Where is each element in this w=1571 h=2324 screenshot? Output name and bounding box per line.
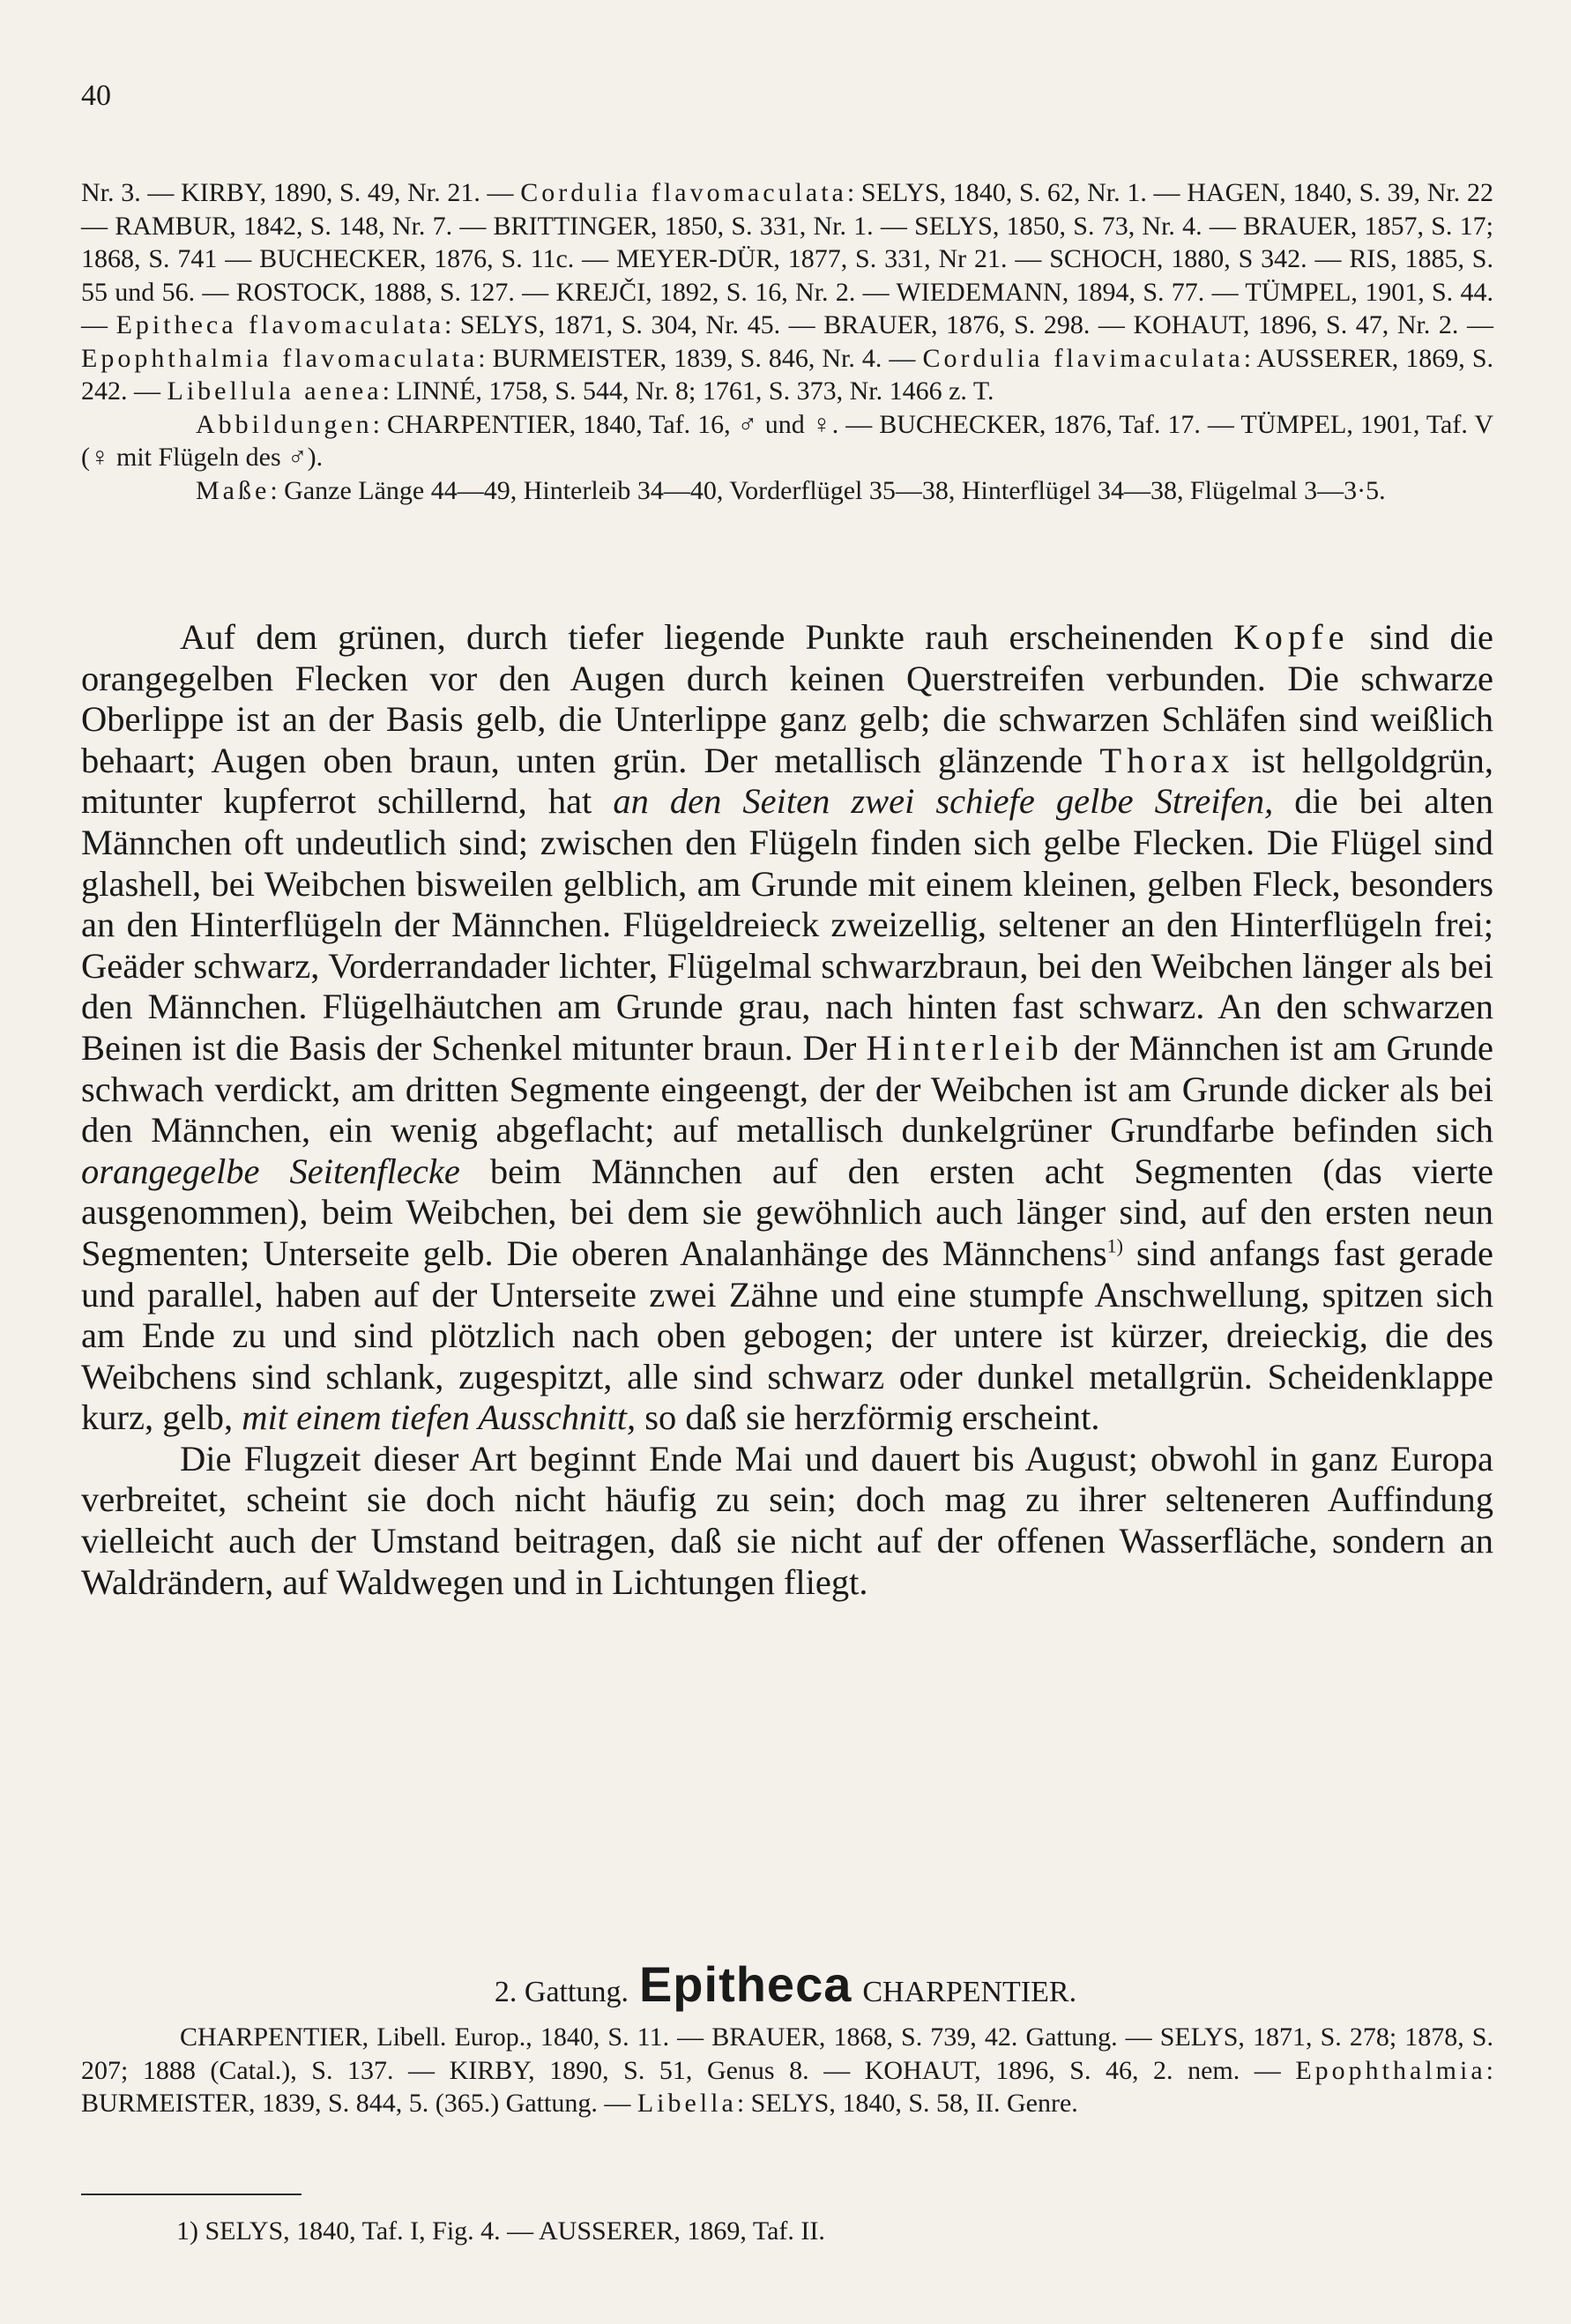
- taxon-name: Cordulia flavimaculata: [922, 343, 1244, 373]
- text-run: Auf dem grünen, durch tiefer liegende Punkte rauh erscheinenden: [180, 617, 1234, 657]
- taxon-name: Epophthalmia: [1295, 2055, 1486, 2085]
- spaced-term: Hinterleib: [866, 1027, 1064, 1068]
- text-run: sind anfangs fast gerade und parallel, haben auf der Unterseite zwei Zähne und eine stumpfe Anschwellung, spitzen sich am Ende zu und sind plötzlich nach oben gebogen; der untere ist kürzer, dreieckig, die des Weibchens sind schlank, zugespitzt, alle sind schwarz oder dunkel metallgrün. Scheidenklappe kurz, gelb,: [81, 1233, 1493, 1438]
- footnote-marker: 1): [1106, 1234, 1123, 1257]
- illustrations-label: Abbildungen: [196, 409, 373, 439]
- text-run: die bei alten Männchen oft undeutlich sind; zwischen den Flügeln finden sich gelbe Flecken. Die Flügel sind glashell, bei Weibchen bisweilen gelblich, am Grunde mit einem kleinen, gelben Fleck, besonders an den Hinterflügeln der Männchen. Flügeldreieck zweizellig, seltener an den Hinterflügeln frei; Geäder schwarz, Vorderrandader lichter, Flügelmal schwarzbraun, bei den Weibchen länger als bei den Männchen. Flügelhäutchen am Grunde grau, nach hinten fast schwarz. An den schwarzen Beinen ist die Basis der Schenkel mitunter braun. Der: [81, 781, 1493, 1068]
- illustrations-paragraph: [81, 408, 1493, 474]
- taxon-name: Cordulia flavomaculata: [520, 178, 847, 207]
- text-run: ist hellgoldgrün, mitunter kupferrot schillernd, hat: [81, 740, 1493, 822]
- species-description: [81, 617, 1493, 1603]
- synonymy-references: [81, 176, 1493, 507]
- ref-text: : BURMEISTER, 1839, S. 844, 5. (365.) Gattung. —: [81, 2055, 1493, 2118]
- illustrations-text: : CHARPENTIER, 1840, Taf. 16, ♂ und ♀. — BUCHECKER, 1876, Taf. 17. — TÜMPEL, 1901, Taf. V (♀ mit Flügeln des ♂).: [81, 409, 1493, 472]
- footnote-rule: [81, 2194, 302, 2195]
- taxon-name: Libellula aenea: [167, 376, 383, 406]
- genus-author: CHARPENTIER.: [862, 1976, 1077, 2008]
- description-paragraph: [81, 617, 1493, 1439]
- ref-text: : SELYS, 1840, S. 58, II. Genre.: [736, 2089, 1078, 2118]
- synonymy-paragraph: [81, 176, 1493, 408]
- taxon-name: Epitheca flavomaculata: [115, 310, 444, 339]
- taxon-name: Libella: [637, 2089, 737, 2118]
- text-run: so daß sie herzförmig erscheint.: [636, 1397, 1100, 1438]
- spaced-term: Thorax: [1099, 740, 1235, 780]
- flight-season-paragraph: Die Flugzeit dieser Art beginnt Ende Mai und dauert bis August; obwohl in ganz Europa verbreitet, scheint sie doch nicht häufig zu sein; doch mag zu ihrer selteneren Auffindung vielleicht auch der Umstand beitragen, daß sie nicht auf der offenen Wasserfläche, sondern an Waldrändern, auf Waldwegen und in Lichtungen fliegt.: [81, 1438, 1493, 1602]
- text-run: sind die orangegelben Flecken vor den Augen durch keinen Querstreifen verbunden. Die schwarze Oberlippe ist an der Basis gelb, die Unterlippe ganz gelb; die schwarzen Schläfen sind weißlich behaart; Augen oben braun, unten grün. Der metallisch glänzende: [81, 617, 1494, 780]
- genus-heading: [0, 1955, 1571, 2013]
- taxon-name: Epophthalmia flavomaculata: [81, 343, 479, 373]
- text-run: der Männchen ist am Grunde schwach verdickt, am dritten Segmente eingeengt, der der Weibchen ist am Grunde dicker als bei den Männchen, ein wenig abgeflacht; auf metallisch dunkelgrüner Grundfarbe befinden sich: [81, 1027, 1493, 1151]
- ref-text: : SELYS, 1840, S. 62, Nr. 1. — HAGEN, 1840, S. 39, Nr. 22 — RAMBUR, 1842, S. 148, Nr. 7. — BRITTINGER, 1850, S. 331, Nr. 1. — SELYS, 1850, S. 73, Nr. 4. — BRAUER, 1857, S. 17; 1868, S. 741 — BUCHECKER, 1876, S. 11c. — MEYER-DÜR, 1877, S. 331, Nr 21. — SCHOCH, 1880, S 342. — RIS, 1885, S. 55 und 56. — ROSTOCK, 1888, S. 127. — KREJČI, 1892, S. 16, Nr. 2. — WIEDEMANN, 1894, S. 77. — TÜMPEL, 1901, S. 44. —: [81, 178, 1493, 339]
- genus-number: 2. Gattung.: [494, 1976, 629, 2008]
- ref-text: : AUSSERER, 1869, S. 242. —: [81, 343, 1494, 406]
- page-number: 40: [81, 79, 111, 112]
- ref-text: : LINNÉ, 1758, S. 544, Nr. 8; 1761, S. 373, Nr. 1466 z. T.: [382, 376, 994, 406]
- genus-name: Epitheca: [638, 1956, 853, 2012]
- italic-run: orangegelbe Seitenflecke: [81, 1151, 460, 1191]
- italic-run: an den Seiten zwei schiefe gelbe Streifen,: [613, 781, 1274, 822]
- spaced-term: Kopfe: [1233, 617, 1350, 657]
- footnote: 1) SELYS, 1840, Taf. I, Fig. 4. — AUSSERER, 1869, Taf. II.: [176, 2216, 825, 2246]
- ref-text: : BURMEISTER, 1839, S. 846, Nr. 4. —: [478, 343, 923, 373]
- text-run: beim Männchen auf den ersten acht Segmenten (das vierte ausgenommen), beim Weibchen, bei dem sie gewöhnlich auch länger sind, auf den ersten neun Segmenten; Unterseite gelb. Die oberen Analanhänge des Männchens: [81, 1151, 1493, 1273]
- measures-paragraph: [81, 474, 1493, 508]
- ref-text: Nr. 3. — KIRBY, 1890, S. 49, Nr. 21. —: [81, 178, 521, 207]
- ref-text: : SELYS, 1871, S. 304, Nr. 45. — BRAUER, 1876, S. 298. — KOHAUT, 1896, S. 47, Nr. 2. —: [444, 310, 1493, 339]
- ref-text: CHARPENTIER, Libell. Europ., 1840, S. 11. — BRAUER, 1868, S. 739, 42. Gattung. — SELYS, 1871, S. 278; 1878, S. 207; 1888 (Catal.), S. 137. — KIRBY, 1890, S. 51, Genus 8. — KOHAUT, 1896, S. 46, 2. nem. —: [81, 2022, 1493, 2085]
- measures-text: : Ganze Länge 44—49, Hinterleib 34—40, Vorderflügel 35—38, Hinterflügel 34—38, Flügelmal 3—3·5.: [270, 475, 1386, 505]
- genus-references: [81, 2021, 1493, 2120]
- genus-ref-paragraph: [81, 2021, 1493, 2120]
- italic-run: mit einem tiefen Ausschnitt,: [242, 1397, 637, 1438]
- measures-label: Maße: [196, 475, 271, 505]
